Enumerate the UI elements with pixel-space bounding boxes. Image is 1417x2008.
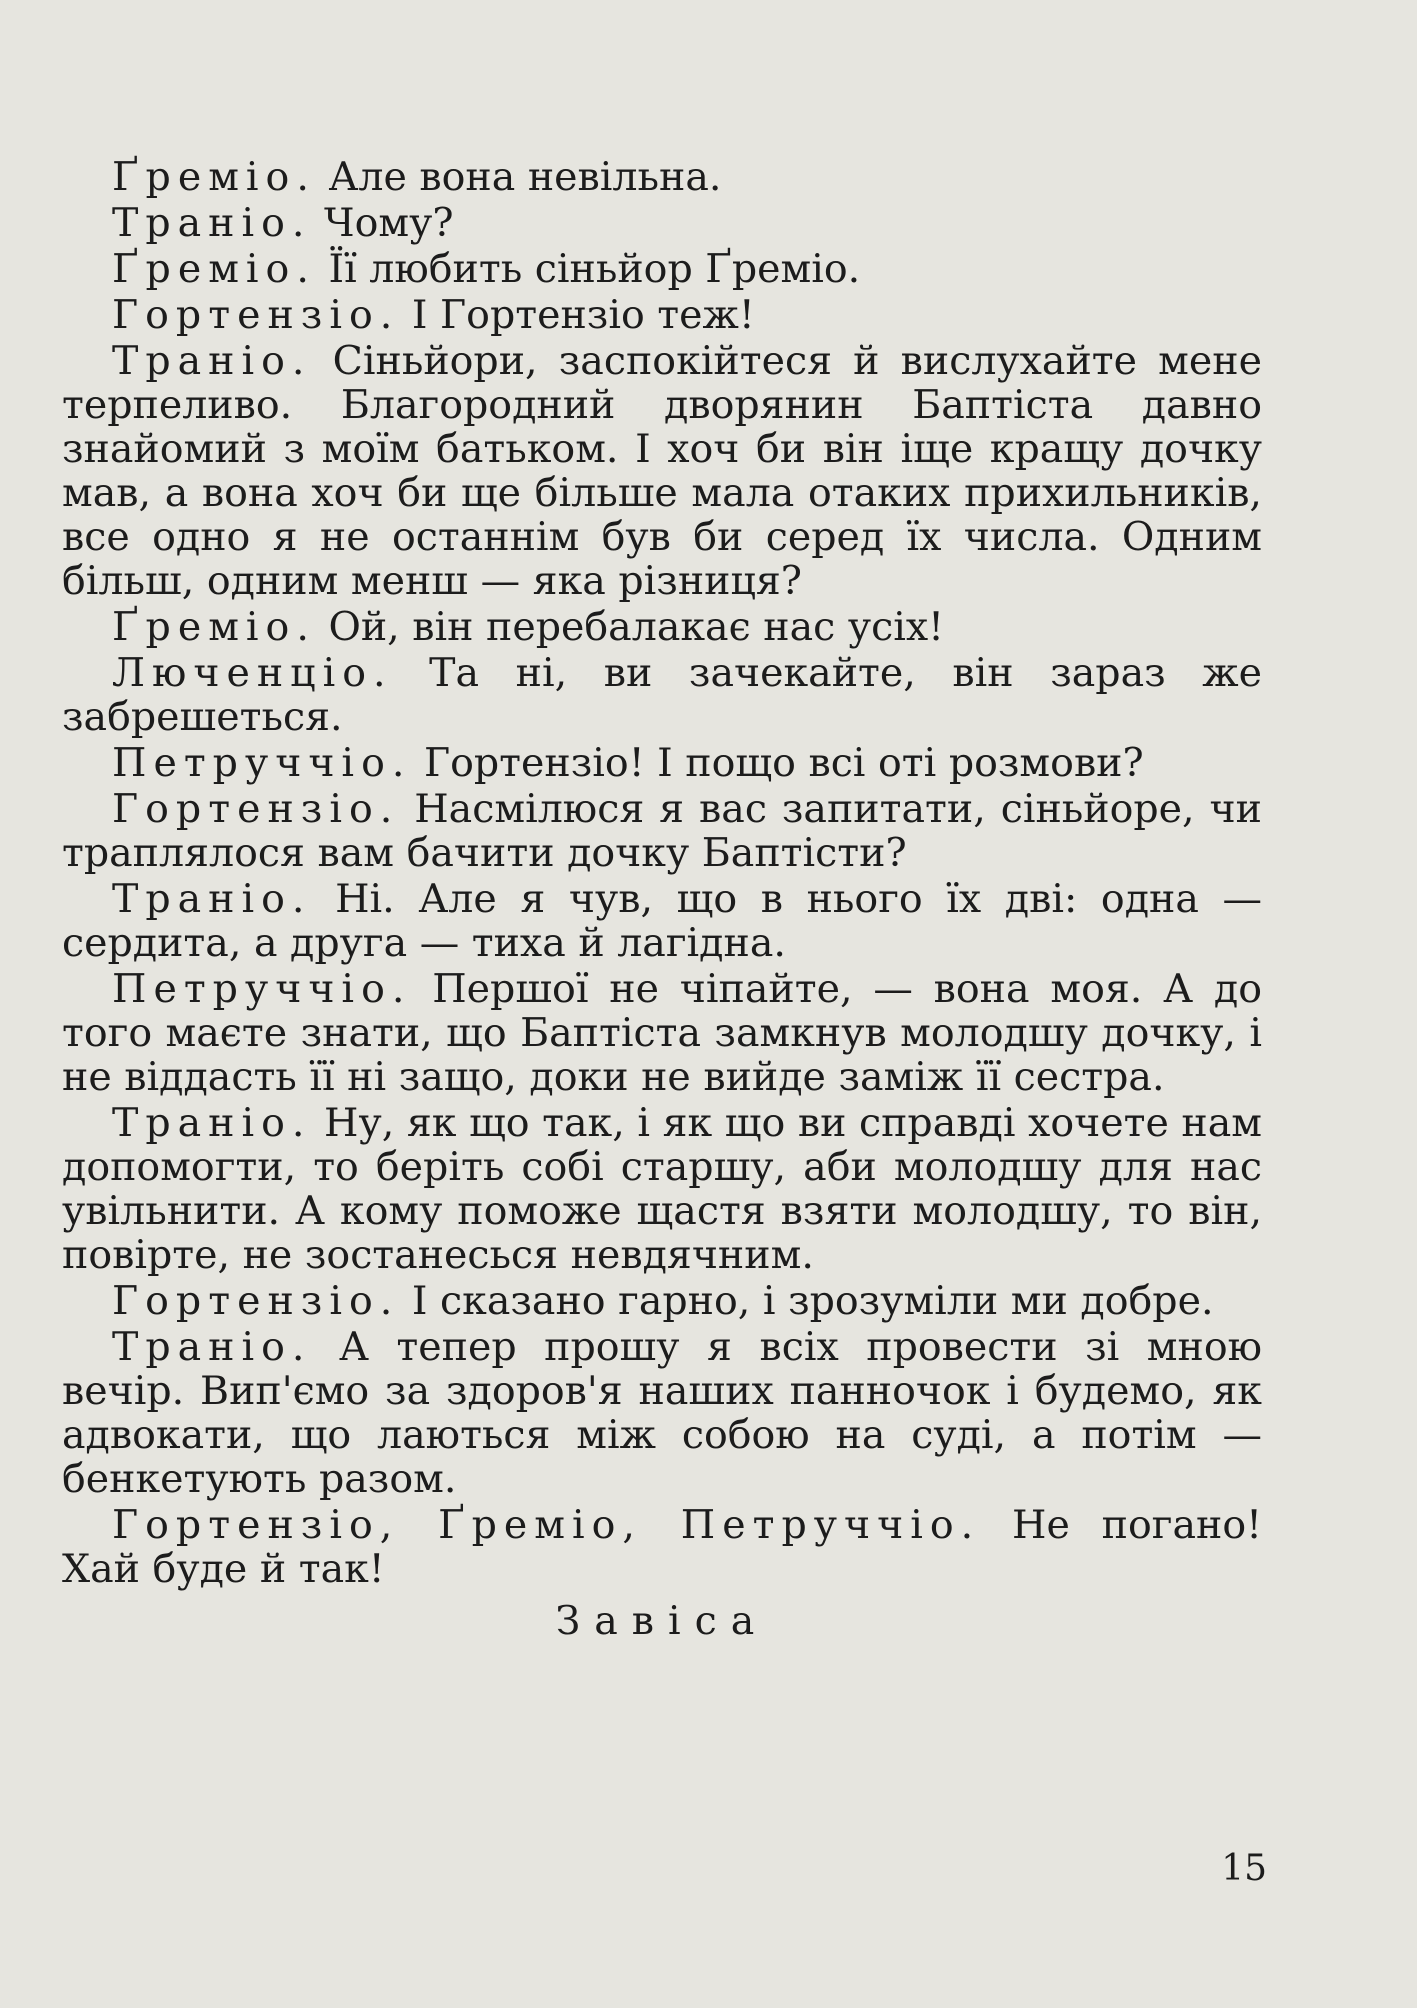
speaker-name: Траніо. [112,1324,312,1370]
dialogue-line [62,651,1262,739]
speaker-name: Гортензіо. [112,292,400,338]
speaker-name: Гортензіо, Ґреміо, Петруччіо. [112,1502,981,1548]
curtain-direction: Завіса [555,1598,769,1644]
line-text: Чому? [311,200,454,246]
dialogue-line [62,1503,1262,1591]
page-body [62,155,1262,1643]
speaker-name: Петруччіо. [112,740,412,786]
dialogue-line [62,201,1262,245]
speaker-name: Люченціо. [112,650,393,696]
dialogue-line [62,605,1262,649]
line-text: Ну, як що так, і як що ви справді хочете нам допомогти, то беріть собі старшу, аби молодшу для нас увільнити. А кому поможе щастя взяти молодшу, то він, повірте, не зостанесься невдячним. [62,1100,1262,1278]
speaker-name: Траніо. [112,876,312,922]
line-text: Першої не чіпайте, — вона моя. А до того маєте знати, що Баптіста замкнув молодшу дочку, і не віддасть її ні защо, доки не вийде заміж її сестра. [62,966,1262,1100]
dialogue-line [62,339,1262,603]
line-text: Та ні, ви зачекайте, він зараз же забрешеться. [62,650,1262,740]
speaker-name: Петруччіо. [112,966,412,1012]
speaker-name: Ґреміо. [112,154,316,200]
speaker-name: Гортензіо. [112,1278,400,1324]
page-number: 15 [1221,1848,1267,1889]
line-text: Не погано! Хай буде й так! [62,1502,1262,1592]
line-text: І Гортензіо теж! [399,292,755,338]
dialogue-line [62,877,1262,965]
speaker-name: Гортензіо. [112,786,400,832]
line-text: Ні. Але я чув, що в нього їх дві: одна — сердита, а друга — тиха й лагідна. [62,876,1262,966]
speaker-name: Ґреміо. [112,246,316,292]
line-text: І сказано гарно, і зрозуміли ми добре. [399,1278,1214,1324]
speaker-name: Ґреміо. [112,604,316,650]
line-text: Сіньйори, заспокійтеся й вислухайте мене терпеливо. Благородний дворянин Баптіста давно знайомий з моїм батьком. І хоч би він іще кращу дочку мав, а вона хоч би ще більше мала отаких прихильників, все одно я не останнім був би серед їх числа. Одним більш, одним менш — яка різниця? [62,338,1262,604]
speaker-name: Траніо. [112,1100,312,1146]
line-text: Гортензіо! І пощо всі оті розмови? [411,740,1144,786]
dialogue-line [62,967,1262,1099]
speaker-name: Траніо. [112,200,312,246]
line-text: А тепер прошу я всіх провести зі мною вечір. Вип'ємо за здоров'я наших панночок і будемо, як адвокати, що лаються між собою на суді, а потім — бенкетують разом. [62,1324,1262,1502]
dialogue-line [62,741,1262,785]
line-text: Але вона невільна. [315,154,722,200]
dialogue-line [62,155,1262,199]
dialogue-line [62,1101,1262,1277]
speaker-name: Траніо. [112,338,312,384]
line-text: Насмілюся я вас запитати, сіньйоре, чи траплялося вам бачити дочку Баптісти? [62,786,1262,876]
line-text: Ой, він перебалакає нас усіх! [315,604,944,650]
line-text: Її любить сіньйор Ґреміо. [315,246,861,292]
dialogue-line [62,293,1262,337]
dialogue-line [62,1279,1262,1323]
dialogue-line [62,1325,1262,1501]
dialogue-line [62,247,1262,291]
dialogue-line [62,787,1262,875]
